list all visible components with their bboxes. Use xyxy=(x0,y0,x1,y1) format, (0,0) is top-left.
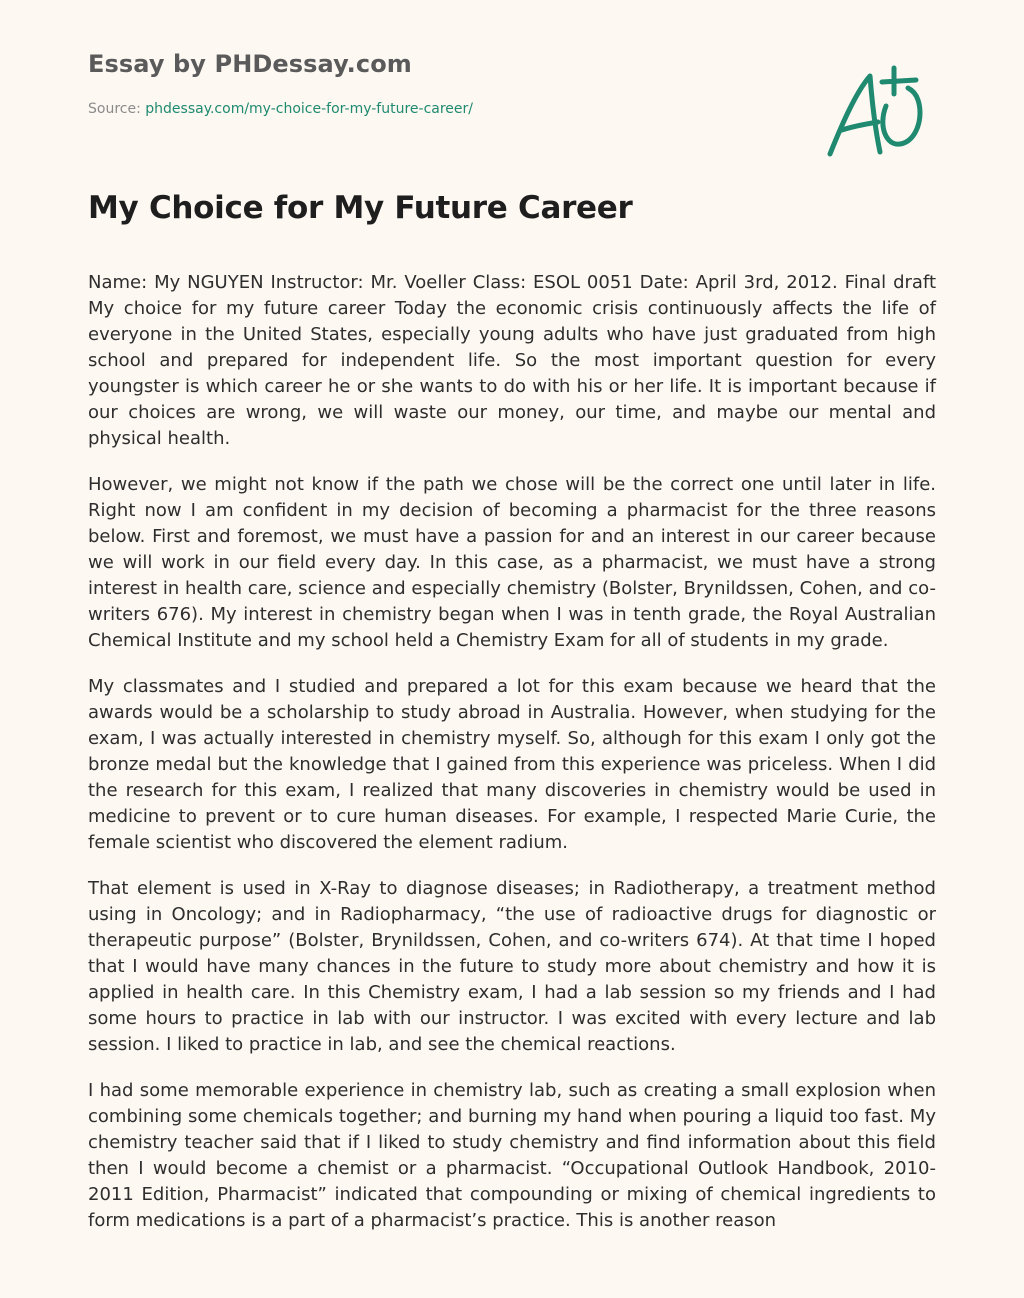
source-label: Source: xyxy=(88,101,141,117)
essay-paragraph: I had some memorable experience in chemistry lab, such as creating a small explosion when combining some chemicals together; and burning my hand when pouring a liquid too fast. My chemistry teacher said that if I liked to study chemistry and find information about this field then I would become a chemist or a pharmacist. “Occupational Outlook Handbook, 2010-2011 Edition, Pharmacist” indicated that compounding or mixing of chemical ingredients to form medications is a part of a pharmacist’s practice. This is another reason xyxy=(88,1080,936,1231)
essay-paragraph: That element is used in X-Ray to diagnose diseases; in Radiotherapy, a treatment method using in Oncology; and in Radiopharmacy, “the use of radioactive drugs for diagnostic or therapeutic purpose” (Bolster, Brynildssen, Cohen, and co-writers 674). At that time I hoped that I would have many chances in the future to study more about chemistry and how it is applied in health care. In this Chemistry exam, I had a lab session so my friends and I had some hours to practice in lab with our instructor. I was excited with every lecture and lab session. I liked to practice in lab, and see the chemical reactions. xyxy=(88,878,936,1055)
source-link[interactable]: phdessay.com/my-choice-for-my-future-career/ xyxy=(145,101,474,117)
source-line xyxy=(88,101,473,117)
essay-paragraph: Name: My NGUYEN Instructor: Mr. Voeller Class: ESOL 0051 Date: April 3rd, 2012. Final draft My choice for my future career Today the economic crisis continuously affects the life of everyone in the United States, especially young adults who have just graduated from high school and prepared for independent life. So the most important question for every youngster is which career he or she wants to do with his or her life. It is important because if our choices are wrong, we will waste our money, our time, and maybe our mental and physical health. xyxy=(88,272,936,449)
essay-body xyxy=(88,270,936,1254)
essay-paragraph: My classmates and I studied and prepared a lot for this exam because we heard that the awards would be a scholarship to study abroad in Australia. However, when studying for the exam, I was actually interested in chemistry myself. So, although for this exam I only got the bronze medal but the knowledge that I gained from this experience was priceless. When I did the research for this exam, I realized that many discoveries in chemistry would be used in medicine to prevent or to cure human diseases. For example, I respected Marie Curie, the female scientist who discovered the element radium. xyxy=(88,676,936,853)
essay-paragraph: However, we might not know if the path we chose will be the correct one until later in life. Right now I am confident in my decision of becoming a pharmacist for the three reasons below. First and foremost, we must have a passion for and an interest in our career because we will work in our field every day. In this case, as a pharmacist, we must have a strong interest in health care, science and especially chemistry (Bolster, Brynildssen, Cohen, and co-writers 676). My interest in chemistry began when I was in tenth grade, the Royal Australian Chemical Institute and my school held a Chemistry Exam for all of students in my grade. xyxy=(88,474,936,651)
a-plus-logo-icon xyxy=(820,62,930,162)
a-plus-logo-graphic xyxy=(820,62,930,162)
essay-title: My Choice for My Future Career xyxy=(88,190,633,226)
site-brand: Essay by PHDessay.com xyxy=(88,50,412,78)
